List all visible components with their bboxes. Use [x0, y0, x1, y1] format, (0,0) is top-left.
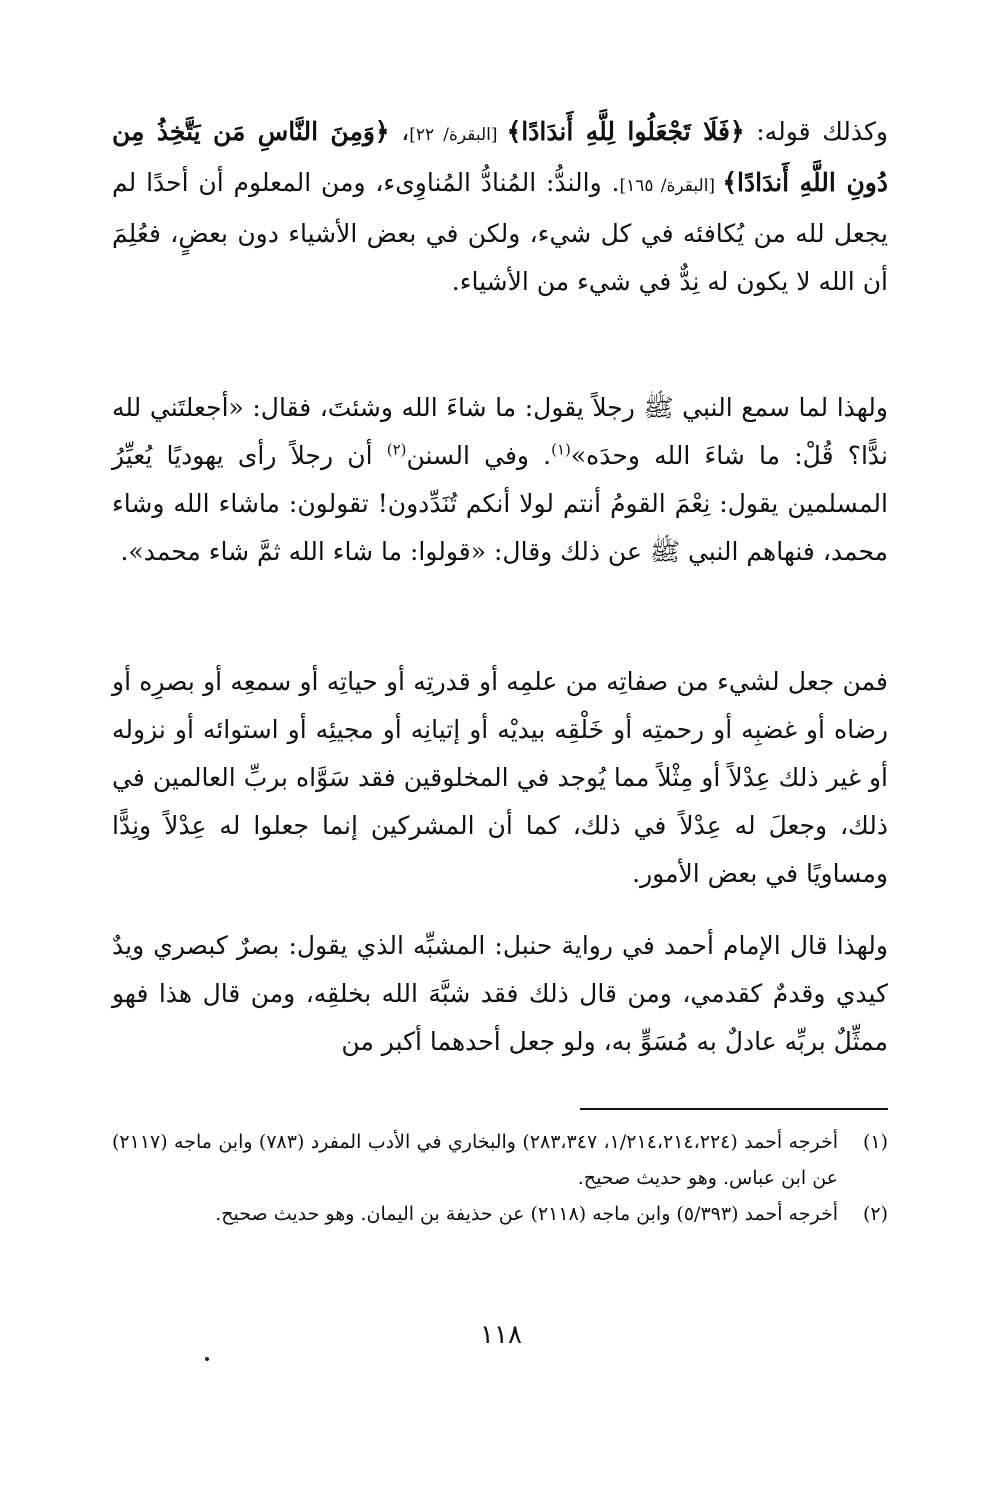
paragraph-3: فمن جعل لشيء من صفاتِه من علمِه أو قدرتِه أو حياتِه أو سمعِه أو بصرِه أو رضاه أو غضبِه أو رحمتِه أو خَلْقِه بيديْه أو إتيانِه أو مجيئِه أو استوائه أو نزوله أو غير ذلك عِدْلاً أو مِثْلاً مما يُوجد في المخلوقين فقد سَوَّاه بربِّ العالمين في ذلك، وجعلَ له عِدْلاً في ذلك، كما أن المشركين إنما جعلوا له عِدْلاً ونِدًّا ومساويًا في بعض الأمور. — [112, 667, 888, 888]
footnote-marker-2: (٢) — [386, 440, 407, 459]
quran-verse-1: ﴿فَلَا تَجْعَلُوا لِلَّهِ أَندَادًا﴾ — [506, 117, 745, 146]
footnote-number: (٢) — [862, 1203, 888, 1225]
footnote-2 — [112, 1196, 888, 1232]
footnote-marker-1: (١) — [551, 440, 571, 459]
paragraph-2-part-c: أن رجلاً رأى يهوديًا يُعيِّرُ المسلمين يقول: نِعْمَ القومُ أنتم لولا أنكم تُنَدِّدون! تقولون: ماشاء الله وشاء محمد، فنهاهم النبي ﷺ عن ذلك وقال: «قولوا: ما شاء الله ثمَّ شاء محمد». — [112, 441, 888, 566]
paragraph-2-part-a: ولهذا لما سمع النبي ﷺ رجلاً يقول: ما شاءَ الله وشئتَ، فقال: «أجعلتَني لله ندًّا؟ قُلْ: ما شاءَ الله وحدَه» — [112, 393, 888, 470]
paragraph-1-body: . والندُّ: المُنادُّ المُناوِىء، ومن المعلوم أن أحدًا لم يجعل لله من يُكافئه في كل شيء، ولكن في بعض الأشياء دون بعضٍ، فعُلِمَ أن الله لا يكون له نِدٌّ في شيء من الأشياء. — [112, 168, 888, 296]
paragraph-1 — [112, 108, 888, 306]
quran-verse-2: ﴿وَمِنَ النَّاسِ مَن يَتَّخِذُ مِن دُونِ اللَّهِ أَندَادًا﴾ — [112, 117, 889, 197]
footnote-text: أخرجه أحمد (١/٢١٤،٢١٤،٢٢٤، ٢٨٣،٣٤٧) والبخاري في الأدب المفرد (٧٨٣) وابن ماجه (٢١١٧) عن ابن عباس. وهو حديث صحيح. — [112, 1131, 838, 1189]
paragraph-2 — [112, 384, 888, 576]
footnote-separator — [580, 1108, 888, 1110]
verse-reference-2: [البقرة/ ١٦٥] — [619, 176, 723, 196]
paragraph-4: ولهذا قال الإمام أحمد في رواية حنبل: المشبِّه الذي يقول: بصرٌ كبصري ويدٌ كيدي وقدمٌ كقدمي، ومن قال ذلك فقد شبَّهَ الله بخلقِه، ومن قال هذا فهو ممثِّلٌ بربِّه عادلٌ به مُسَوٍّ به، ولو جعل أحدهما أكبر من — [112, 931, 888, 1056]
page-number: ١١٨ — [480, 1320, 522, 1350]
paragraph-1-intro: وكذلك قوله: — [744, 117, 888, 146]
verse-reference-1: [البقرة/ ٢٢] — [409, 125, 507, 145]
footnote-number: (١) — [862, 1131, 888, 1153]
paragraph-1-separator: ، — [389, 117, 410, 146]
footnotes — [112, 1124, 888, 1232]
paragraph-2-part-b: . وفي السنن — [406, 441, 552, 470]
footnote-1 — [112, 1124, 888, 1196]
scan-speck — [205, 1357, 209, 1361]
footnote-text: أخرجه أحمد (٥/٣٩٣) وابن ماجه (٢١١٨) عن حذيفة بن اليمان. وهو حديث صحيح. — [215, 1203, 838, 1225]
